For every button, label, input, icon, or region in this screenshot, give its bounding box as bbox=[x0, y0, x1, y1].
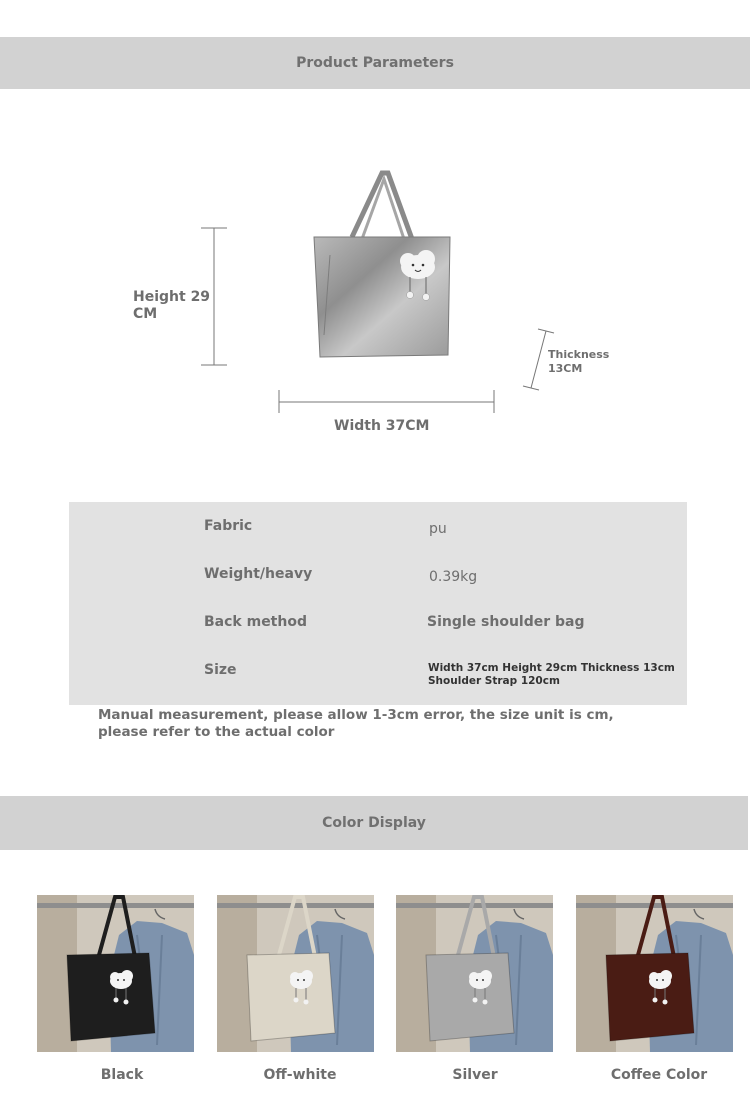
parameter-row-fabric bbox=[69, 518, 687, 566]
color-swatch-image[interactable] bbox=[217, 895, 374, 1052]
parameter-value: pu bbox=[429, 521, 447, 537]
thickness-dimension-label: Thickness 13CM bbox=[548, 348, 610, 375]
measurement-note: Manual measurement, please allow 1-3cm error, the size unit is cm, please refer to the actual color bbox=[98, 707, 614, 740]
parameter-key: Back method bbox=[204, 614, 307, 630]
width-dimension-label: Width 37CM bbox=[334, 418, 430, 434]
color-swatch-image[interactable] bbox=[576, 895, 733, 1052]
section-title: Color Display bbox=[322, 815, 426, 831]
parameter-key: Fabric bbox=[204, 518, 253, 534]
parameter-value: Width 37cm Height 29cm Thickness 13cm Shoulder Strap 120cm bbox=[428, 662, 675, 687]
color-name-label: Silver bbox=[452, 1067, 498, 1083]
parameter-value: 0.39kg bbox=[429, 569, 478, 585]
parameter-row-size bbox=[69, 662, 687, 710]
color-name-label: Black bbox=[100, 1067, 144, 1083]
color-swatch-image[interactable] bbox=[396, 895, 553, 1052]
parameter-row-back-method bbox=[69, 614, 687, 662]
color-swatch-image[interactable] bbox=[37, 895, 194, 1052]
color-name-label: Coffee Color bbox=[610, 1067, 708, 1083]
section-header-color-display bbox=[0, 796, 748, 850]
height-dimension-label: Height 29 CM bbox=[133, 289, 211, 322]
parameters-table bbox=[69, 502, 687, 705]
parameter-key: Size bbox=[204, 662, 237, 678]
parameter-value: Single shoulder bag bbox=[427, 614, 585, 630]
color-name-label: Off-white bbox=[263, 1067, 337, 1083]
product-image-silver-bag bbox=[300, 165, 470, 365]
parameter-row-weight bbox=[69, 566, 687, 614]
section-title: Product Parameters bbox=[296, 55, 454, 71]
parameter-key: Weight/heavy bbox=[204, 566, 313, 582]
